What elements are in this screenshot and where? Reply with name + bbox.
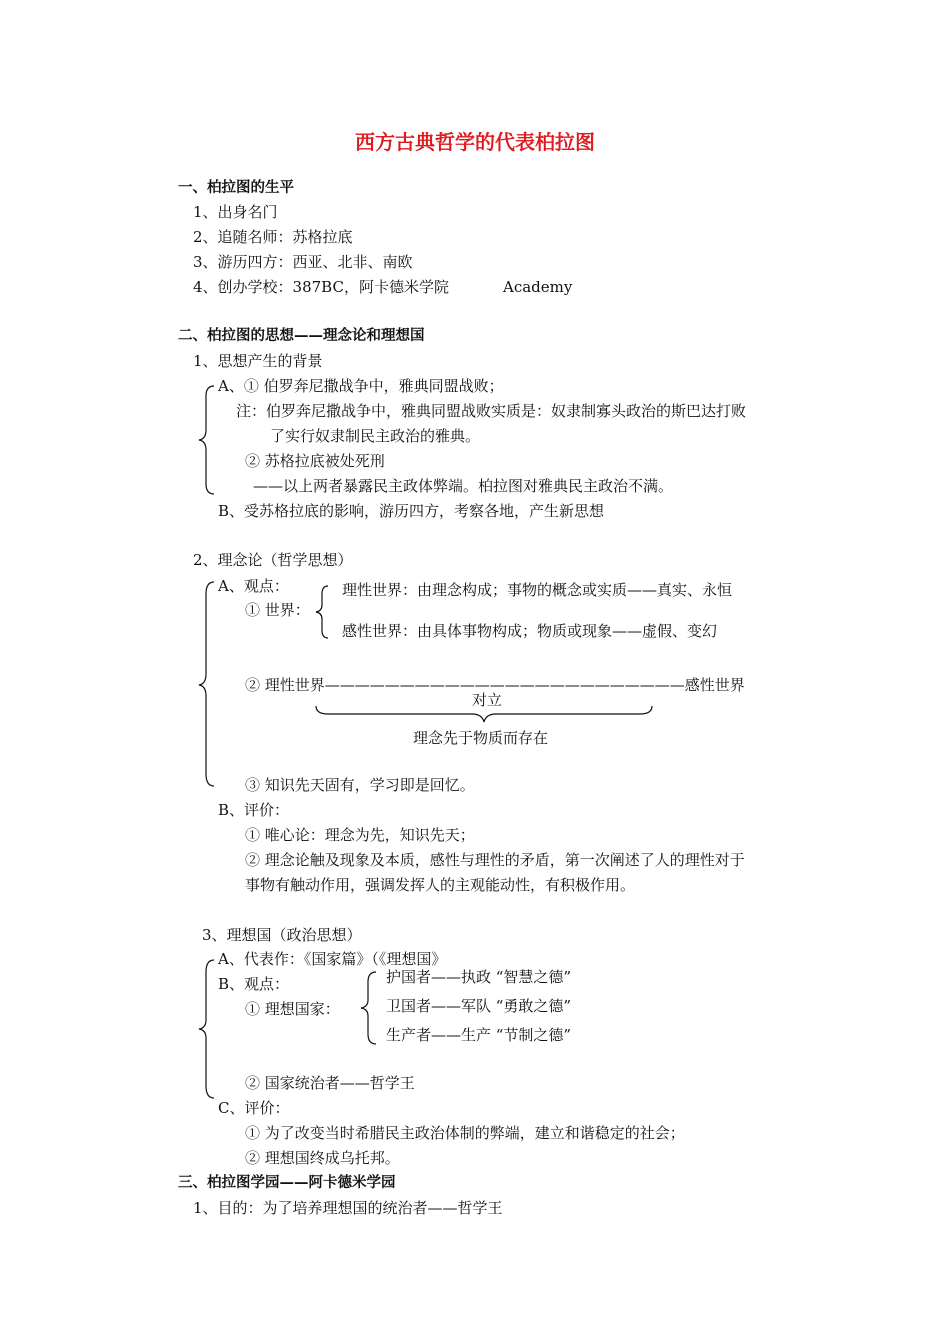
philosopher-king: ② 国家统治者——哲学王 (245, 1074, 415, 1092)
oppose-label: 对立 (472, 691, 503, 709)
guardian-1: 护国者——执政 “智慧之德” (386, 968, 572, 986)
s1-item-4: 4、创办学校：387BC，阿卡德米学院 (193, 278, 449, 296)
brace-guardians (358, 970, 382, 1046)
s3-item-1: 1、目的：为了培养理想国的统治者——哲学王 (193, 1199, 503, 1217)
brace-ideas (196, 580, 220, 788)
background-note-2: 了实行奴隶制民主政治的雅典。 (270, 427, 481, 445)
prior-label: 理念先于物质而存在 (413, 729, 549, 747)
republic-c1: ① 为了改变当时希腊民主政治体制的弊端，建立和谐稳定的社会； (245, 1124, 685, 1142)
ideas-label: 2、理念论（哲学思想） (193, 551, 353, 569)
brace-world (312, 584, 332, 640)
ideas-b3: 事物有触动作用，强调发挥人的主观能动性，有积极作用。 (245, 876, 636, 894)
rational-world: 理性世界：由理念构成；事物的概念或实质——真实、永恒 (342, 581, 733, 599)
s1-item-1: 1、出身名门 (193, 203, 278, 221)
ideas-b1: ① 唯心论：理念为先，知识先天； (245, 826, 475, 844)
section-3-heading: 三、柏拉图学园——阿卡德米学园 (178, 1175, 396, 1191)
republic-c: C、评价： (218, 1099, 290, 1117)
background-a3: ——以上两者暴露民主政体弊端。柏拉图对雅典民主政治不满。 (253, 477, 674, 495)
ideal-state-label: ① 理想国家： (245, 1000, 340, 1018)
guardian-2: 卫国者——军队 “勇敢之德” (386, 997, 572, 1015)
brace-oppose (314, 702, 656, 726)
section-2-heading: 二、柏拉图的思想——理念论和理想国 (178, 328, 425, 344)
ideas-b: B、评价： (218, 801, 290, 819)
s1-item-3: 3、游历四方：西亚、北非、南欧 (193, 253, 413, 271)
republic-label: 3、理想国（政治思想） (202, 926, 362, 944)
republic-b: B、观点： (218, 975, 290, 993)
sensual-world: 感性世界：由具体事物构成；物质或现象——虚假、变幻 (342, 622, 718, 640)
brace-republic (196, 958, 220, 1100)
republic-c2: ② 理想国终成乌托邦。 (245, 1149, 400, 1167)
document-title: 西方古典哲学的代表柏拉图 (355, 130, 595, 154)
background-note-1: 注：伯罗奔尼撒战争中，雅典同盟战败实质是：奴隶制寡头政治的斯巴达打败 (236, 402, 747, 420)
knowledge-item: ③ 知识先天固有，学习即是回忆。 (245, 776, 475, 794)
guardian-3: 生产者——生产 “节制之德” (386, 1026, 572, 1044)
background-a1: A、① 伯罗奔尼撒战争中，雅典同盟战败； (218, 377, 504, 395)
world-label: ① 世界： (245, 601, 310, 619)
section-1-heading: 一、柏拉图的生平 (178, 180, 294, 196)
republic-a: A、代表作：《国家篇》（《理想国》 (218, 950, 447, 968)
opposition-line: ② 理性世界————————————————————————感性世界 (245, 676, 745, 694)
ideas-a: A、观点： (218, 577, 289, 595)
academy-label: Academy (503, 278, 573, 296)
background-label: 1、思想产生的背景 (193, 352, 323, 370)
ideas-b2: ② 理念论触及现象及本质，感性与理性的矛盾，第一次阐述了人的理性对于 (245, 851, 745, 869)
s1-item-2: 2、追随名师：苏格拉底 (193, 228, 353, 246)
background-b: B、受苏格拉底的影响，游历四方，考察各地，产生新思想 (218, 502, 605, 520)
brace-background (196, 384, 220, 496)
background-a2: ② 苏格拉底被处死刑 (245, 452, 385, 470)
